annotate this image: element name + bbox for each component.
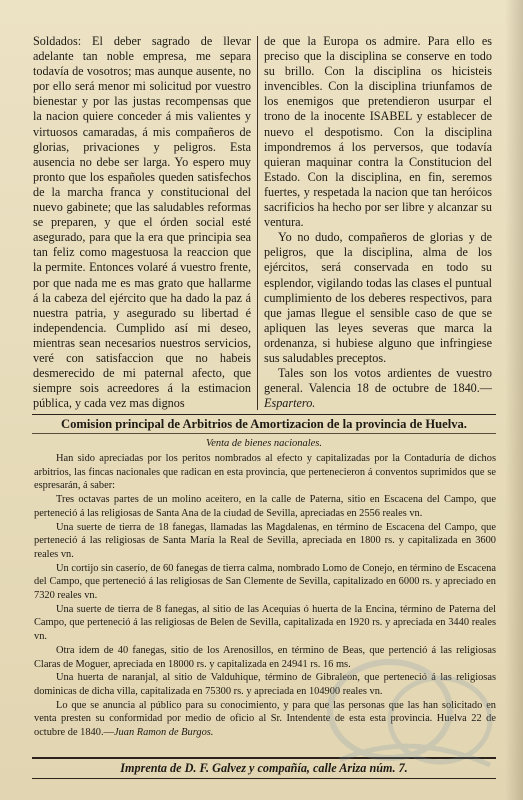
closing-text: Tales son los votos ardientes de vuestro general. Valencia 18 de octubre de 1840.— bbox=[264, 366, 492, 396]
left-paragraph: Soldados: El deber sagrado de llevar adelante tan noble empresa, me separa todavía de vosotros; mas aunque ausente, no por ello será menor mi solicitud por vuestro bienestar y por las justas recompensas que la nacion quiere conceder á mis valientes y virtuosos camaradas, á mis compañeros de glorias, privaciones y peligros. Esta ausencia no debe ser larga. Yo espero muy pronto que los españoles queden satisfechos de la marcha franca y constitucional del nuevo gabinete; que las saludables reformas se preparen, y que el órden social esté asegurado, para que la era que principia sea tan feliz como magestuosa la reaccion que la permite. Entonces volaré á vuestro frente, por que nada me es mas grato que hallarme á la cabeza del ejército que ha dado la paz á nuestra patria, y asegurado su libertad é independencia. Cumplido así mi deseo, mientras sean necesarios nuestros servicios, veré con satisfaccion que no habeis desmerecido de mi paternal afecto, que siempre sois acreedores á la estimacion pública, y cada vez mas dignos bbox=[33, 34, 251, 411]
section-title: Comision principal de Arbitrios de Amortizacion de la provincia de Huelva. bbox=[61, 417, 467, 431]
page-shadow bbox=[505, 0, 523, 800]
column-divider bbox=[257, 36, 258, 410]
proclamation-right-column bbox=[264, 34, 492, 411]
notice-item: Una huerta de naranjal, al sitio de Valduhique, término de Gibraleon, que perteneció á las religiosas dominicas de dicha villa, capitalizada en 75300 rs. y apreciada en 104900 reales vn. bbox=[34, 672, 496, 697]
right-paragraph: Yo no dudo, compañeros de glorias y de peligros, que la disciplina, alma de los ejércitos, será conservada en todo su esplendor, vigilando todas las clases el puntual cumplimiento de los deberes respectivos, para que jamas llegue el sensible caso de que se apliquen las leyes severas que marca la ordenanza, si hubiese alguno que infringiese sus saludables preceptos. bbox=[264, 230, 492, 365]
imprint-line: Imprenta de D. F. Galvez y compañía, calle Ariza núm. 7. bbox=[120, 761, 408, 775]
library-watermark-icon bbox=[320, 640, 500, 790]
notice-item: Tres octavas partes de un molino aceitero, en la calle de Paterna, sitio en Escacena del Campo, que perteneció á las religiosas de Santa Ana de la ciudad de Sevilla, apreciadas en 2556 reales vn. bbox=[34, 494, 496, 519]
notice-item: Un cortijo sin caserío, de 60 fanegas de tierra calma, nombrado Lomo de Conejo, en término de Escacena del Campo, que perteneció á las religiosas de San Clemente de Sevilla, capitalizado en 6000 rs. y apreciado en 7320 reales vn. bbox=[34, 562, 496, 602]
notice-closing-text: Lo que se anuncia al público para su conocimiento, y para que las personas que las han solicitado en venta presten su conformidad por medio de oficio al Sr. Intendente de esta esta provincia. Huelva 22 de octubre de 1840.— bbox=[34, 699, 496, 739]
section-rule-mid bbox=[32, 433, 496, 434]
notice-paragraph: Han sido apreciadas por los peritos nombrados al efecto y capitalizadas por la Contaduría de dichos arbitrios, las fincas nacionales que radican en esta provincia, que pertenecieron á conventos suprimidos que se espresarán, á saber: bbox=[34, 453, 496, 492]
proclamation-left-column bbox=[33, 34, 251, 411]
signature-espartero: Espartero. bbox=[264, 396, 316, 411]
right-paragraph: de que la Europa os admire. Para ello es preciso que la disciplina se conserve en todo su brillo. Con la disciplina os hicisteis invencibles. Con la disciplina triunfamos de los enemigos que pretendieron usurpar el trono de la inocente ISABEL y establecer de nuevo el despotismo. Con la disciplina impondremos á los perversos, que todavía quieran maquinar contra la Constitucion del Estado. Con la disciplina, en fin, seremos fuertes, y respetada la nacion que tan heróicos sacrificios ha hecho por ser libre y alcanzar su ventura. bbox=[264, 34, 492, 230]
section-subtitle: Venta de bienes nacionales. bbox=[205, 438, 323, 449]
notice-item: Otra idem de 40 fanegas, sitio de los Arenosillos, en término de Beas, que pertenció á las religiosas Claras de Moguer, apreciada en 18000 rs. y capitalizada en 24941 rs. 16 ms. bbox=[34, 644, 496, 670]
notice-item: Una suerte de tierra de 18 fanegas, llamadas las Magdalenas, en término de Escacena del Campo, que perteneció á las religiosas de Santa María la Real de Sevilla, apreciada en 1800 rs. y capitalizada en 3600 reales vn. bbox=[34, 521, 496, 560]
right-paragraph-closing bbox=[264, 366, 492, 411]
section-rule-top bbox=[32, 414, 496, 415]
signature-burgos: Juan Ramon de Burgos. bbox=[113, 727, 214, 739]
notice-item: Una suerte de tierra de 8 fanegas, al sitio de las Acequias ó huerta de la Encina, término de Paterna del Campo, que perteneció á las religiosas de Belen de Sevilla, capitalizada en 1920 rs. y apreciada en 3440 reales vn. bbox=[34, 603, 496, 643]
